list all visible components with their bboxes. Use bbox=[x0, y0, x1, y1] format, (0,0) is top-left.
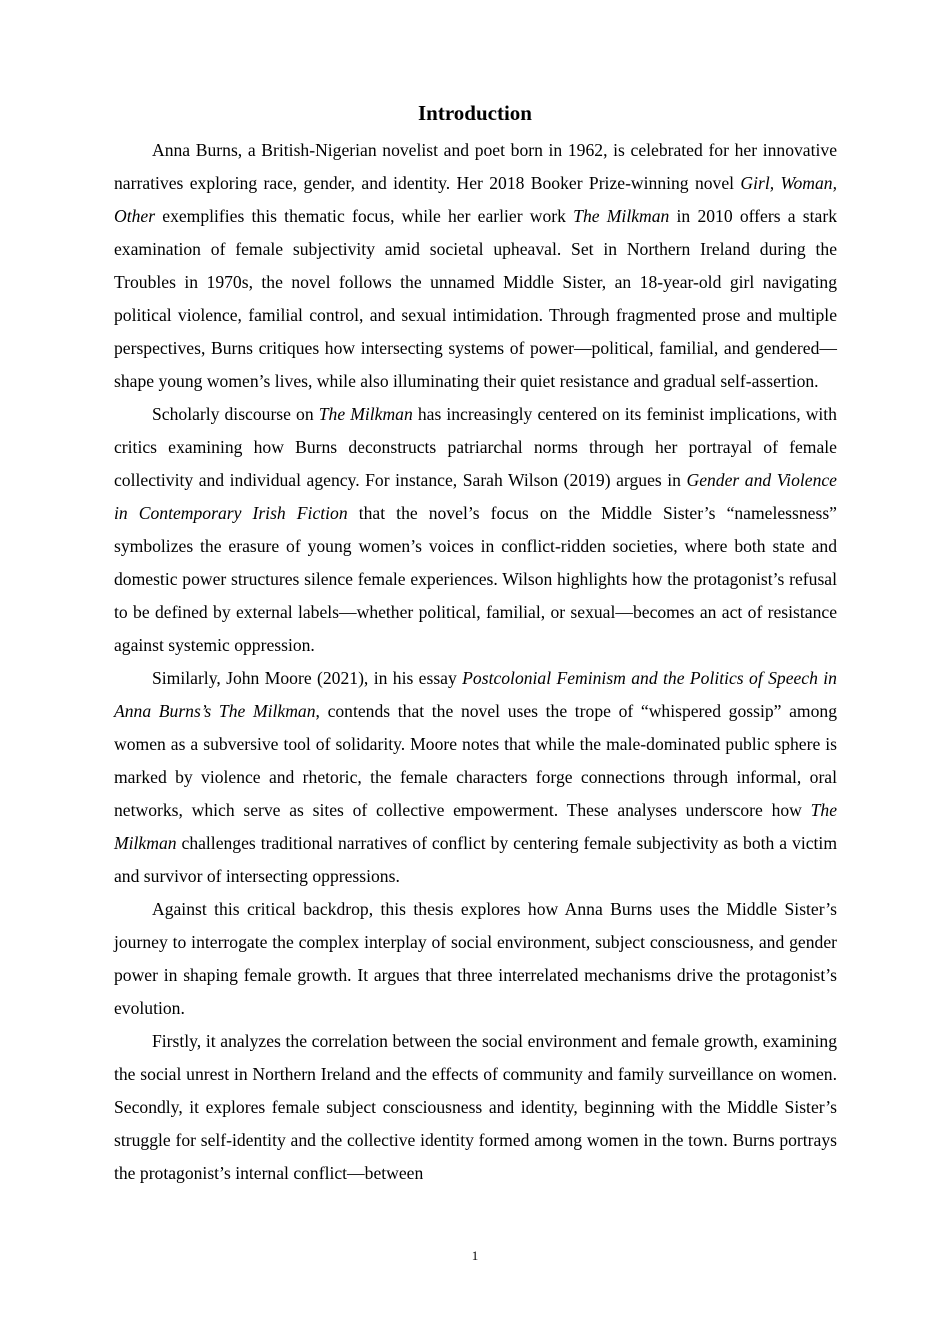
book-title: Girl, Woman, Other bbox=[114, 173, 837, 226]
text-run: Firstly, it analyzes the correlation between the social environment and female growth, examining the social unrest in Northern Ireland and the effects of community and family surveillance on women. Secondly, it explores female subject consciousness and identity, beginning with the Middle Sister’s struggle for self-identity and the collective identity formed among women in the town. Burns portrays the protagonist’s internal conflict—between bbox=[114, 1031, 837, 1183]
essay-title: Postcolonial Feminism and the Politics of Speech in Anna Burns’s The Milkman bbox=[114, 668, 837, 721]
book-title: Gender and Violence in Contemporary Irish Fiction bbox=[114, 470, 837, 523]
paragraph-5 bbox=[114, 1025, 837, 1190]
body-text bbox=[114, 134, 837, 1190]
book-title: The Milkman bbox=[318, 404, 413, 424]
text-run: has increasingly centered on its feminist implications, with critics examining how Burns deconstructs patriarchal norms through her portrayal of female collectivity and individual agency. For instance, Sarah Wilson (2019) argues in bbox=[114, 404, 837, 490]
paragraph-1 bbox=[114, 134, 837, 398]
text-run: Scholarly discourse on bbox=[152, 404, 319, 424]
text-run: Against this critical backdrop, this thesis explores how Anna Burns uses the Middle Sister’s journey to interrogate the complex interplay of social environment, subject consciousness, and gender power in shaping female growth. It argues that three interrelated mechanisms drive the protagonist’s evolution. bbox=[114, 899, 837, 1018]
paragraph-4 bbox=[114, 893, 837, 1025]
paragraph-3 bbox=[114, 662, 837, 893]
section-heading: Introduction bbox=[418, 101, 532, 125]
text-run: Anna Burns, a British-Nigerian novelist and poet born in 1962, is celebrated for her innovative narratives exploring race, gender, and identity. Her 2018 Booker Prize-winning novel bbox=[114, 140, 837, 193]
text-run: that the novel’s focus on the Middle Sister’s “namelessness” symbolizes the erasure of young women’s voices in conflict-ridden societies, where both state and domestic power structures silence female experiences. Wilson highlights how the protagonist’s refusal to be defined by external labels—whether political, familial, or sexual—becomes an act of resistance against systemic oppression. bbox=[114, 503, 837, 655]
text-run: challenges traditional narratives of conflict by centering female subjectivity as both a victim and survivor of intersecting oppressions. bbox=[114, 833, 837, 886]
text-run: in 2010 offers a stark examination of female subjectivity amid societal upheaval. Set in Northern Ireland during the Troubles in 1970s, the novel follows the unnamed Middle Sister, an 18-year-old girl navigating political violence, familial control, and sexual intimidation. Through fragmented prose and multiple perspectives, Burns critiques how intersecting systems of power—political, familial, and gendered—shape young women’s lives, while also illuminating their quiet resistance and gradual self-assertion. bbox=[114, 206, 837, 391]
text-run: exemplifies this thematic focus, while her earlier work bbox=[155, 206, 574, 226]
text-run: , contends that the novel uses the trope of “whispered gossip” among women as a subversive tool of solidarity. Moore notes that while the male-dominated public sphere is marked by violence and rhetoric, the female characters forge connections through informal, oral networks, which serve as sites of collective empowerment. These analyses underscore how bbox=[114, 701, 837, 820]
paragraph-2 bbox=[114, 398, 837, 662]
book-title: The Milkman bbox=[573, 206, 670, 226]
book-title: The Milkman bbox=[114, 800, 837, 853]
text-run: Similarly, John Moore (2021), in his essay bbox=[152, 668, 463, 688]
page-number: 1 bbox=[471, 1248, 479, 1263]
